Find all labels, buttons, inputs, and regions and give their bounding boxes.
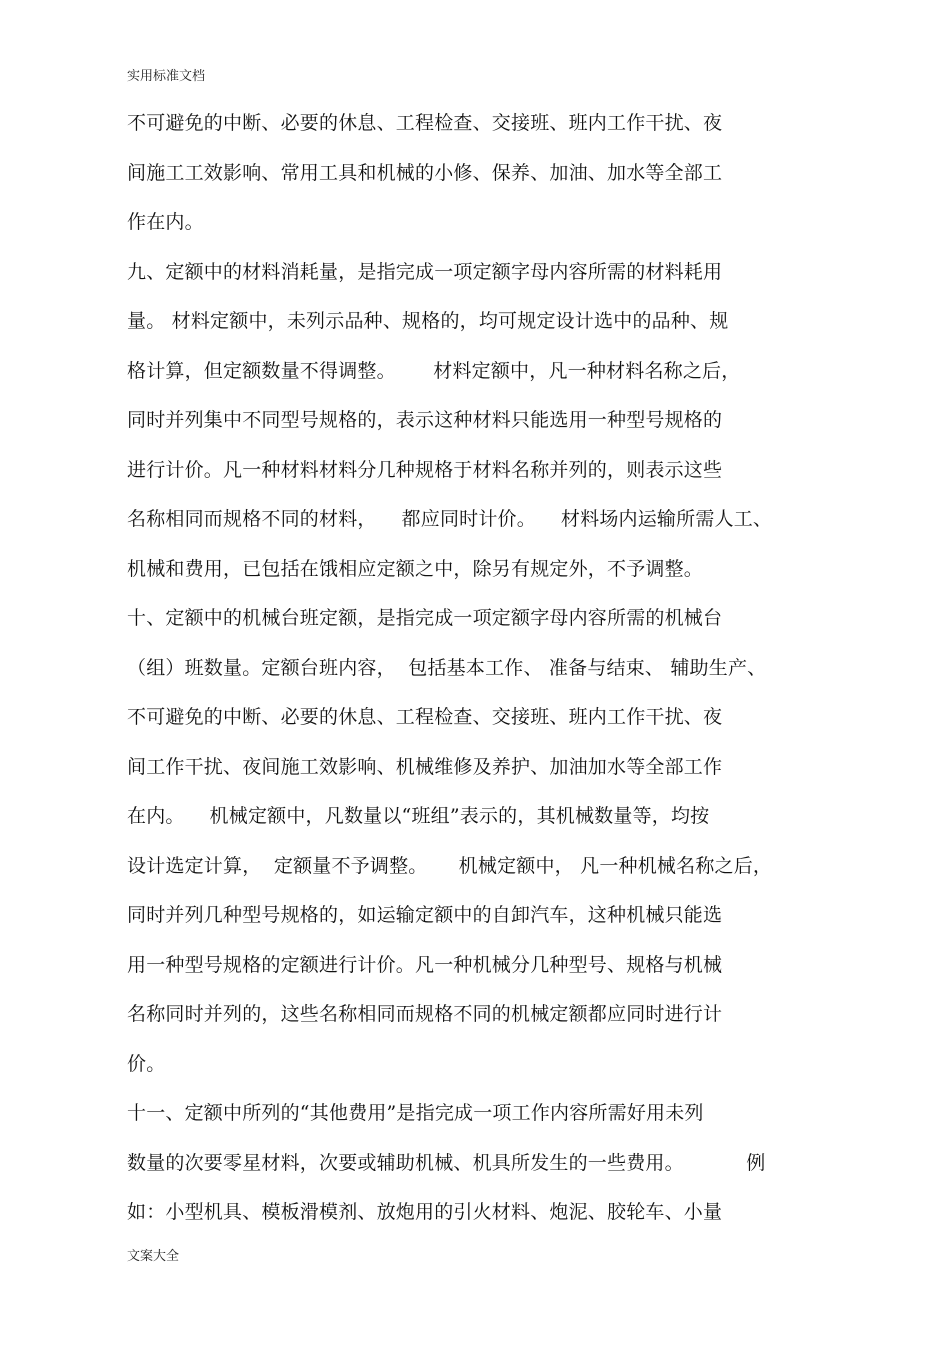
- page-header: 实用标准文档: [127, 69, 206, 84]
- text-line: 九、定额中的材料消耗量，是指完成一项定额字母内容所需的材料耗用: [127, 260, 723, 283]
- text-line: 名称相同而规格不同的材料， 都应同时计价。 材料场内运输所需人工、: [127, 508, 773, 530]
- text-line: 间施工工效影响、常用工具和机械的小修、保养、加油、加水等全部工: [127, 161, 723, 184]
- text-line: （组）班数量。定额台班内容， 包括基本工作、 准备与结束、 辅助生产、: [127, 656, 767, 679]
- text-line: 作在内。: [127, 211, 204, 233]
- text-line: 不可避免的中断、必要的休息、工程检查、交接班、班内工作干扰、夜: [127, 706, 723, 728]
- text-line: 价。: [127, 1052, 166, 1075]
- text-line: 设计选定计算， 定额量不予调整。 机械定额中， 凡一种机械名称之后，: [127, 854, 773, 877]
- document-body: [127, 105, 847, 1244]
- text-line: 同时并列集中不同型号规格的，表示这种材料只能选用一种型号规格的: [127, 409, 723, 431]
- text-line: 十、定额中的机械台班定额，是指完成一项定额字母内容所需的机械台: [127, 607, 723, 629]
- text-line: 机械和费用，已包括在饿相应定额之中，除另有规定外，不予调整。: [127, 557, 704, 580]
- text-line: 间工作干扰、夜间施工效影响、机械维修及养护、加油加水等全部工作: [127, 755, 723, 778]
- text-line: 在内。 机械定额中，凡数量以“班组”表示的，其机械数量等，均按: [127, 805, 710, 827]
- text-line: 进行计价。凡一种材料材料分几种规格于材料名称并列的，则表示这些: [127, 458, 723, 481]
- text-line: 用一种型号规格的定额进行计价。凡一种机械分几种型号、规格与机械: [127, 953, 723, 976]
- text-line: 如：小型机具、模板滑模剂、放炮用的引火材料、炮泥、胶轮车、小量: [127, 1201, 723, 1223]
- text-line: 格计算，但定额数量不得调整。 材料定额中，凡一种材料名称之后，: [127, 359, 741, 382]
- text-line: 不可避免的中断、必要的休息、工程检查、交接班、班内工作干扰、夜: [127, 112, 723, 134]
- page-footer: 文案大全: [127, 1249, 180, 1264]
- text-line: 同时并列几种型号规格的，如运输定额中的自卸汽车，这种机械只能选: [127, 904, 723, 926]
- text-line: 名称同时并列的，这些名称相同而规格不同的机械定额都应同时进行计: [127, 1003, 723, 1025]
- text-line: 量。 材料定额中，未列示品种、规格的，均可规定设计选中的品种、规: [127, 310, 729, 332]
- text-line: 十一、定额中所列的“其他费用”是指完成一项工作内容所需好用未列: [127, 1102, 704, 1124]
- text-line: 数量的次要零星材料，次要或辅助机械、机具所发生的一些费用。 例: [127, 1151, 766, 1174]
